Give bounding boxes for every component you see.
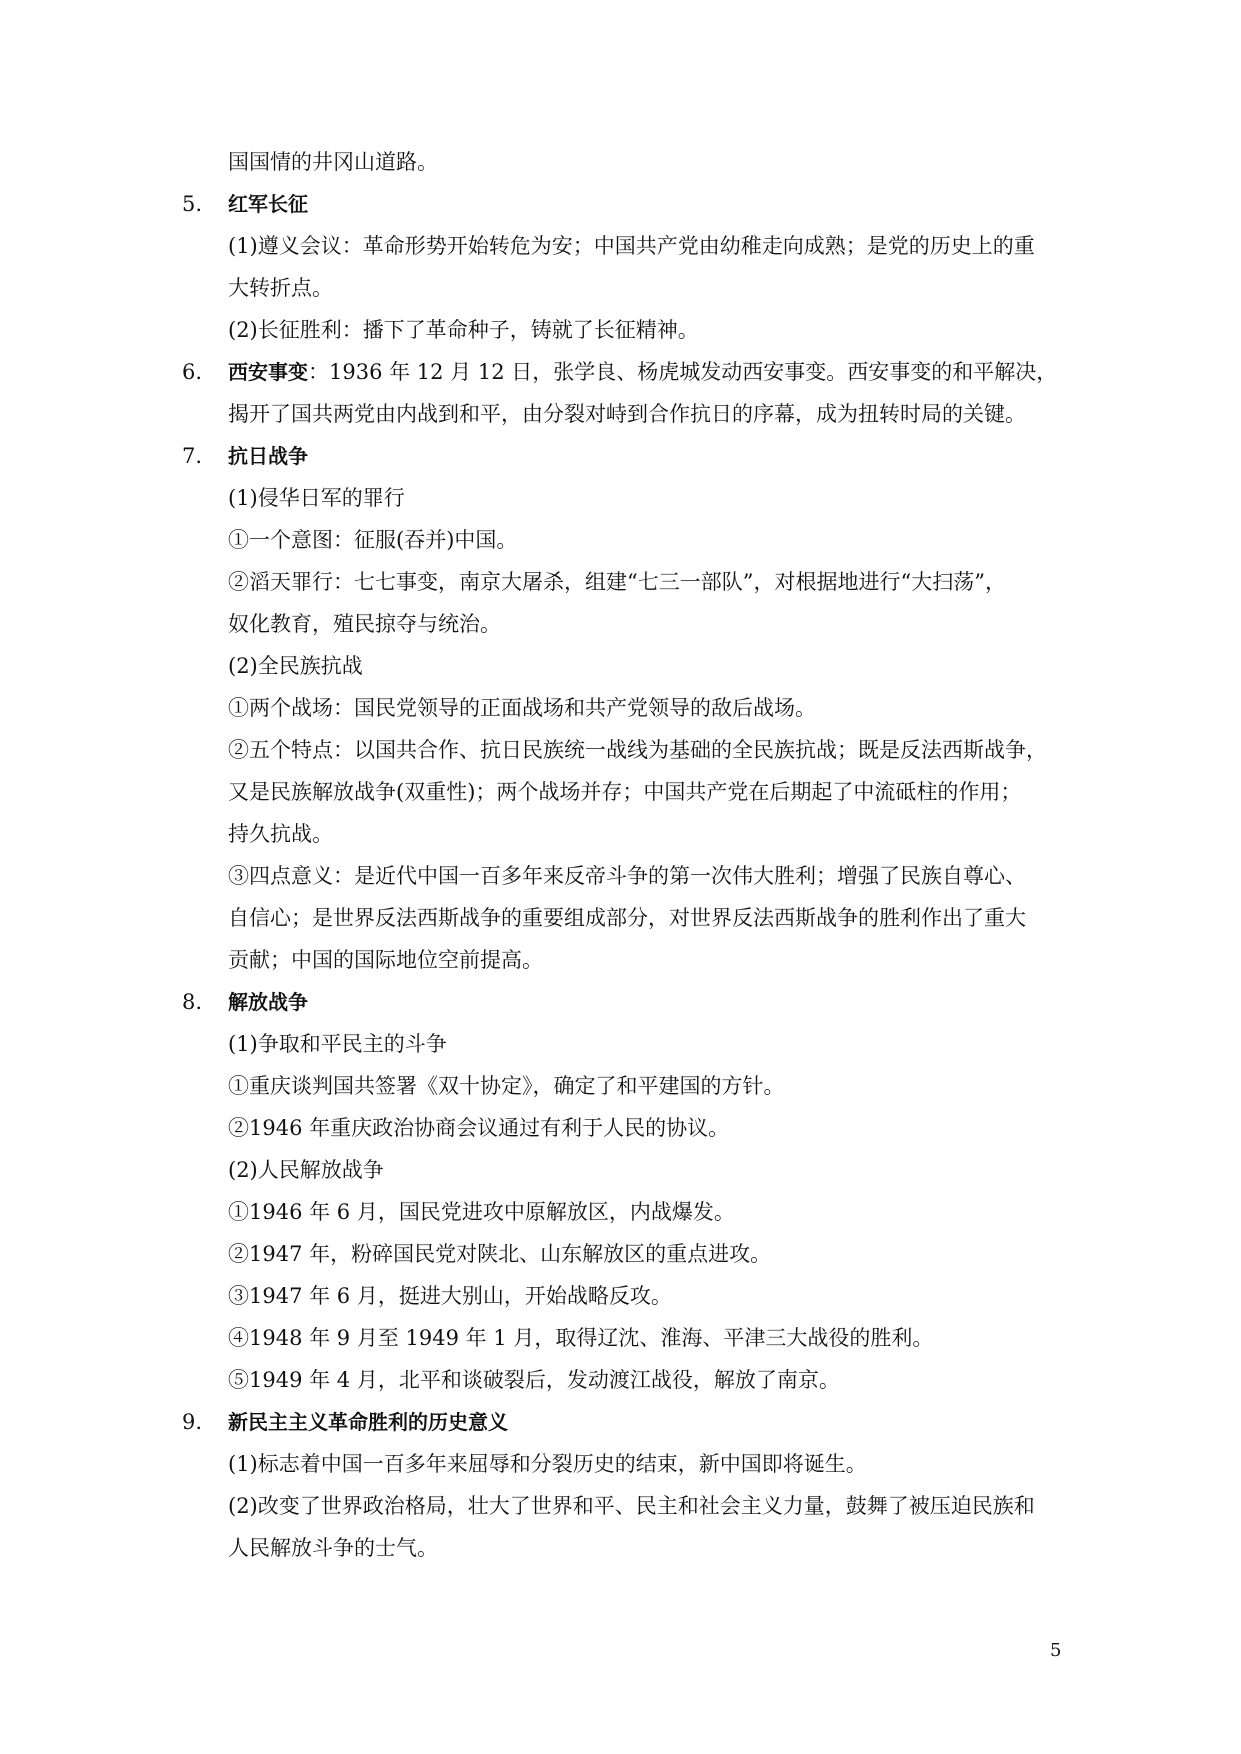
text-line: ②滔天罪行：七七事变，南京大屠杀，组建“七三一部队”，对根据地进行“大扫荡”，: [228, 570, 1006, 594]
section-heading-9: [182, 1401, 508, 1443]
section-title: 解放战争: [228, 990, 308, 1014]
section-title: 西安事变: [228, 360, 308, 384]
text-line: 揭开了国共两党由内战到和平，由分裂对峙到合作抗日的序幕，成为扭转时局的关键。: [228, 402, 1026, 426]
text-line: (1)侵华日军的罪行: [228, 486, 405, 510]
text-line: ①一个意图：征服(吞并)中国。: [228, 528, 518, 552]
section-title: 新民主主义革命胜利的历史意义: [228, 1410, 508, 1434]
text-line: ④1948 年 9 月至 1949 年 1 月，取得辽沈、淮海、平津三大战役的胜利。: [228, 1326, 934, 1350]
text-line: 人民解放斗争的士气。: [228, 1536, 438, 1560]
text-line: ⑤1949 年 4 月，北平和谈破裂后，发动渡江战役，解放了南京。: [228, 1368, 840, 1392]
text-line: (1)遵义会议：革命形势开始转危为安；中国共产党由幼稚走向成熟；是党的历史上的重: [228, 234, 1035, 258]
text-line: ①1946 年 6 月，国民党进攻中原解放区，内战爆发。: [228, 1200, 735, 1224]
section-text: ：1936 年 12 月 12 日，张学良、杨虎城发动西安事变。西安事变的和平解决，: [308, 360, 1058, 384]
section-number: 5.: [182, 192, 203, 216]
text-line: 奴化教育，殖民掠夺与统治。: [228, 612, 501, 636]
page-number: 5: [1050, 1640, 1062, 1661]
text-line: (2)长征胜利：播下了革命种子，铸就了长征精神。: [228, 318, 699, 342]
section-number: 8.: [182, 990, 203, 1014]
text-line: ②1946 年重庆政治协商会议通过有利于人民的协议。: [228, 1116, 730, 1140]
text-line: (2)人民解放战争: [228, 1158, 384, 1182]
text-line: (1)争取和平民主的斗争: [228, 1032, 447, 1056]
text-line: 自信心；是世界反法西斯战争的重要组成部分，对世界反法西斯战争的胜利作出了重大: [228, 906, 1026, 930]
text-line: 国国情的井冈山道路。: [228, 150, 438, 174]
section-number: 7.: [182, 444, 203, 468]
text-line: ②1947 年，粉碎国民党对陕北、山东解放区的重点进攻。: [228, 1242, 772, 1266]
text-line: (1)标志着中国一百多年来屈辱和分裂历史的结束，新中国即将诞生。: [228, 1452, 867, 1476]
section-title: 红军长征: [228, 192, 308, 216]
text-line: ①重庆谈判国共签署《双十协定》，确定了和平建国的方针。: [228, 1074, 785, 1098]
text-line: 贡献；中国的国际地位空前提高。: [228, 948, 543, 972]
text-line: ②五个特点：以国共合作、抗日民族统一战线为基础的全民族抗战；既是反法西斯战争，: [228, 738, 1047, 762]
section-number: 6.: [182, 360, 203, 384]
section-heading-7: [182, 435, 308, 477]
text-line: ③四点意义：是近代中国一百多年来反帝斗争的第一次伟大胜利；增强了民族自尊心、: [228, 864, 1026, 888]
section-heading-6: [182, 351, 1057, 393]
text-line: 持久抗战。: [228, 822, 333, 846]
text-line: (2)全民族抗战: [228, 654, 363, 678]
text-line: (2)改变了世界政治格局，壮大了世界和平、民主和社会主义力量，鼓舞了被压迫民族和: [228, 1494, 1035, 1518]
section-number: 9.: [182, 1410, 203, 1434]
text-line: ③1947 年 6 月，挺进大别山，开始战略反攻。: [228, 1284, 672, 1308]
text-line: 又是民族解放战争(双重性)；两个战场并存；中国共产党在后期起了中流砥柱的作用；: [228, 780, 1022, 804]
text-line: 大转折点。: [228, 276, 333, 300]
text-line: ①两个战场：国民党领导的正面战场和共产党领导的敌后战场。: [228, 696, 816, 720]
section-title: 抗日战争: [228, 444, 308, 468]
section-heading-8: [182, 981, 308, 1023]
section-heading-5: [182, 183, 308, 225]
